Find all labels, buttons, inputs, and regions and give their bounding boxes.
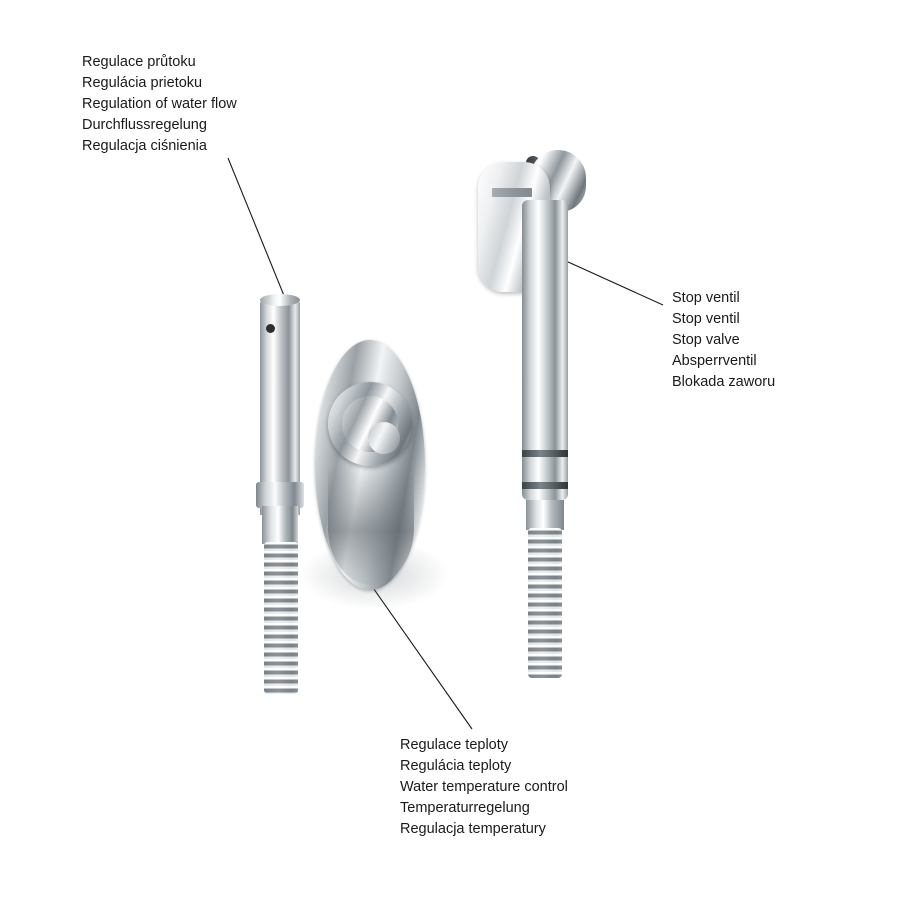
- wall-plate-shading: [328, 465, 414, 585]
- handle-band-lower: [522, 482, 568, 489]
- callout-stop-line-5: Blokada zaworu: [672, 374, 776, 390]
- callout-flow-line-3: Regulation of water flow: [82, 96, 237, 112]
- flow-regulator-nut: [256, 482, 304, 508]
- brand-logo: [492, 188, 532, 197]
- callout-stop-valve: [672, 288, 775, 393]
- callout-flow-regulation: [82, 52, 237, 157]
- callout-temp-line-5: Regulacja temperatury: [400, 821, 546, 837]
- handle-band-upper: [522, 450, 568, 457]
- callout-stop-line-1: Stop ventil: [672, 290, 740, 306]
- temperature-control-knob: [328, 382, 412, 466]
- callout-stop-line-2: Stop ventil: [672, 311, 740, 327]
- flow-regulator-indicator-dot: [266, 324, 275, 333]
- callout-temp-line-1: Regulace teploty: [400, 737, 509, 753]
- callout-temperature-control: [400, 735, 568, 840]
- flow-regulator-neck: [262, 506, 298, 544]
- knob-core: [368, 422, 400, 454]
- flexible-hose-left: [264, 542, 298, 694]
- callout-flow-line-2: Regulácia prietoku: [82, 75, 203, 91]
- callout-flow-line-1: Regulace průtoku: [82, 54, 196, 70]
- callout-stop-line-4: Absperrventil: [672, 353, 757, 369]
- handle-taper: [526, 500, 564, 530]
- bidet-spray-assembly: [470, 150, 610, 680]
- callout-temp-line-3: Water temperature control: [400, 779, 568, 795]
- callout-flow-line-5: Regulacja ciśnienia: [82, 138, 207, 154]
- callout-flow-line-4: Durchflussregelung: [82, 117, 207, 133]
- knob-inner-ring: [342, 396, 398, 452]
- flexible-hose-right: [528, 528, 562, 678]
- flow-regulator-cap: [260, 294, 300, 306]
- callout-temp-line-4: Temperaturregelung: [400, 800, 530, 816]
- callout-stop-line-3: Stop valve: [672, 332, 740, 348]
- callout-temp-line-2: Regulácia teploty: [400, 758, 512, 774]
- left-valve-assembly: [240, 290, 440, 710]
